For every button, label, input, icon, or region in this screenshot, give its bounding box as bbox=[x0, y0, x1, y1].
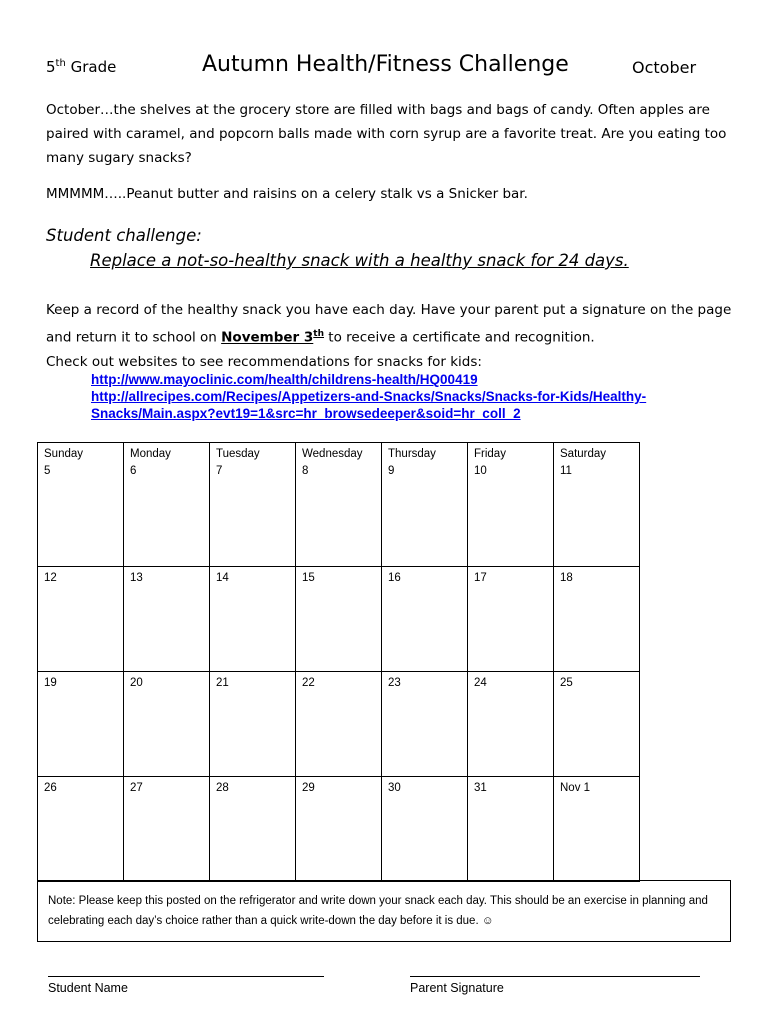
day-number: 26 bbox=[44, 782, 57, 794]
calendar-cell[interactable] bbox=[124, 567, 210, 672]
link-allrecipes-line1[interactable]: http://allrecipes.com/Recipes/Appetizers-and-Snacks/Snacks/Snacks-for-Kids/Healthy- bbox=[91, 389, 647, 404]
day-number: 14 bbox=[216, 572, 229, 584]
day-number: 22 bbox=[302, 677, 315, 689]
day-name-friday: Friday bbox=[474, 448, 506, 460]
day-number: 10 bbox=[474, 465, 487, 477]
day-number: 27 bbox=[130, 782, 143, 794]
grade-suffix: th bbox=[55, 58, 66, 69]
comparison-line: MMMMM…..Peanut butter and raisins on a celery stalk vs a Snicker bar. bbox=[46, 186, 528, 202]
page-title: Autumn Health/Fitness Challenge bbox=[202, 52, 569, 77]
instructions-part2: to receive a certificate and recognition. bbox=[324, 329, 595, 346]
instructions bbox=[46, 298, 736, 374]
day-number: 19 bbox=[44, 677, 57, 689]
link-allrecipes-line2[interactable]: Snacks/Main.aspx?evt19=1&src=hr_browsedeeper&soid=hr_coll_2 bbox=[91, 406, 521, 421]
calendar-cell[interactable] bbox=[38, 567, 124, 672]
day-number: 7 bbox=[216, 465, 223, 477]
day-name-saturday: Saturday bbox=[560, 448, 607, 460]
grade-word: Grade bbox=[70, 58, 117, 76]
day-number: 16 bbox=[388, 572, 401, 584]
intro-paragraph: October…the shelves at the grocery store are filled with bags and bags of candy. Often apples are paired with caramel, and popcorn balls made with corn syrup are a favorite treat. Are you eating too many sugary snacks? bbox=[46, 102, 727, 166]
day-number: 24 bbox=[474, 677, 487, 689]
calendar-cell[interactable] bbox=[554, 443, 640, 567]
day-number: 9 bbox=[388, 465, 395, 477]
websites-intro: Check out websites to see recommendations for snacks for kids: bbox=[46, 353, 482, 370]
student-name-label: Student Name bbox=[48, 981, 128, 995]
day-number: 12 bbox=[44, 572, 57, 584]
day-number: 5 bbox=[44, 465, 51, 477]
due-date-suffix: th bbox=[313, 329, 325, 339]
day-number: 13 bbox=[130, 572, 143, 584]
calendar-cell[interactable] bbox=[124, 672, 210, 777]
calendar-cell[interactable] bbox=[124, 777, 210, 882]
challenge-task: Replace a not-so-healthy snack with a healthy snack for 24 days. bbox=[90, 251, 629, 270]
calendar-cell[interactable] bbox=[296, 672, 382, 777]
day-number: Nov 1 bbox=[560, 782, 591, 794]
day-number: 18 bbox=[560, 572, 573, 584]
calendar-week-2 bbox=[38, 567, 640, 672]
calendar-cell[interactable] bbox=[554, 672, 640, 777]
day-name-monday: Monday bbox=[130, 448, 171, 460]
due-date: November 3 bbox=[221, 329, 314, 346]
calendar-cell[interactable] bbox=[38, 443, 124, 567]
calendar-cell[interactable] bbox=[124, 443, 210, 567]
day-name-sunday: Sunday bbox=[44, 448, 84, 460]
day-name-tuesday: Tuesday bbox=[216, 448, 260, 460]
calendar-cell[interactable] bbox=[210, 567, 296, 672]
day-name-thursday: Thursday bbox=[388, 448, 436, 460]
grade-label bbox=[46, 58, 116, 76]
day-number: 23 bbox=[388, 677, 401, 689]
parent-signature-label: Parent Signature bbox=[410, 981, 504, 995]
calendar-cell[interactable] bbox=[468, 443, 554, 567]
day-number: 30 bbox=[388, 782, 401, 794]
calendar-cell[interactable] bbox=[210, 672, 296, 777]
day-number: 6 bbox=[130, 465, 137, 477]
link-mayoclinic[interactable]: http://www.mayoclinic.com/health/childrens-health/HQ00419 bbox=[91, 372, 478, 387]
calendar-cell[interactable] bbox=[382, 567, 468, 672]
calendar-cell[interactable] bbox=[468, 567, 554, 672]
day-number: 11 bbox=[560, 465, 572, 477]
calendar-cell[interactable] bbox=[468, 777, 554, 882]
calendar-cell[interactable] bbox=[296, 567, 382, 672]
day-number: 28 bbox=[216, 782, 229, 794]
calendar-cell[interactable] bbox=[38, 672, 124, 777]
calendar-cell[interactable] bbox=[296, 777, 382, 882]
calendar-week-1 bbox=[38, 443, 640, 567]
calendar-week-3 bbox=[38, 672, 640, 777]
link-list bbox=[91, 371, 741, 422]
calendar-cell[interactable] bbox=[468, 672, 554, 777]
note-box: Note: Please keep this posted on the refrigerator and write down your snack each day. This should be an exercise in planning and celebrating each day’s choice rather than a quick write-down the day before it is due. ☺ bbox=[37, 880, 731, 942]
grade-number: 5 bbox=[46, 58, 56, 76]
calendar-cell[interactable] bbox=[296, 443, 382, 567]
day-number: 29 bbox=[302, 782, 315, 794]
month-label: October bbox=[632, 58, 697, 77]
day-number: 25 bbox=[560, 677, 573, 689]
calendar-cell[interactable] bbox=[38, 777, 124, 882]
day-number: 15 bbox=[302, 572, 315, 584]
day-number: 20 bbox=[130, 677, 143, 689]
snack-calendar bbox=[37, 442, 640, 882]
day-name-wednesday: Wednesday bbox=[302, 448, 363, 460]
student-name-line[interactable] bbox=[48, 976, 324, 977]
day-number: 17 bbox=[474, 572, 487, 584]
challenge-heading: Student challenge: bbox=[46, 226, 202, 245]
calendar-cell[interactable] bbox=[210, 777, 296, 882]
parent-signature-line[interactable] bbox=[410, 976, 700, 977]
calendar-cell[interactable] bbox=[554, 567, 640, 672]
calendar-cell[interactable] bbox=[382, 777, 468, 882]
calendar-cell[interactable] bbox=[554, 777, 640, 882]
calendar-week-4 bbox=[38, 777, 640, 882]
calendar-cell[interactable] bbox=[382, 443, 468, 567]
calendar-cell[interactable] bbox=[382, 672, 468, 777]
instructions-part1: Keep a record of the healthy snack you have each day. Have your parent put a signature on the page and return it to school on bbox=[46, 302, 732, 346]
day-number: 21 bbox=[216, 677, 229, 689]
calendar-cell[interactable] bbox=[210, 443, 296, 567]
day-number: 8 bbox=[302, 465, 309, 477]
day-number: 31 bbox=[474, 782, 487, 794]
